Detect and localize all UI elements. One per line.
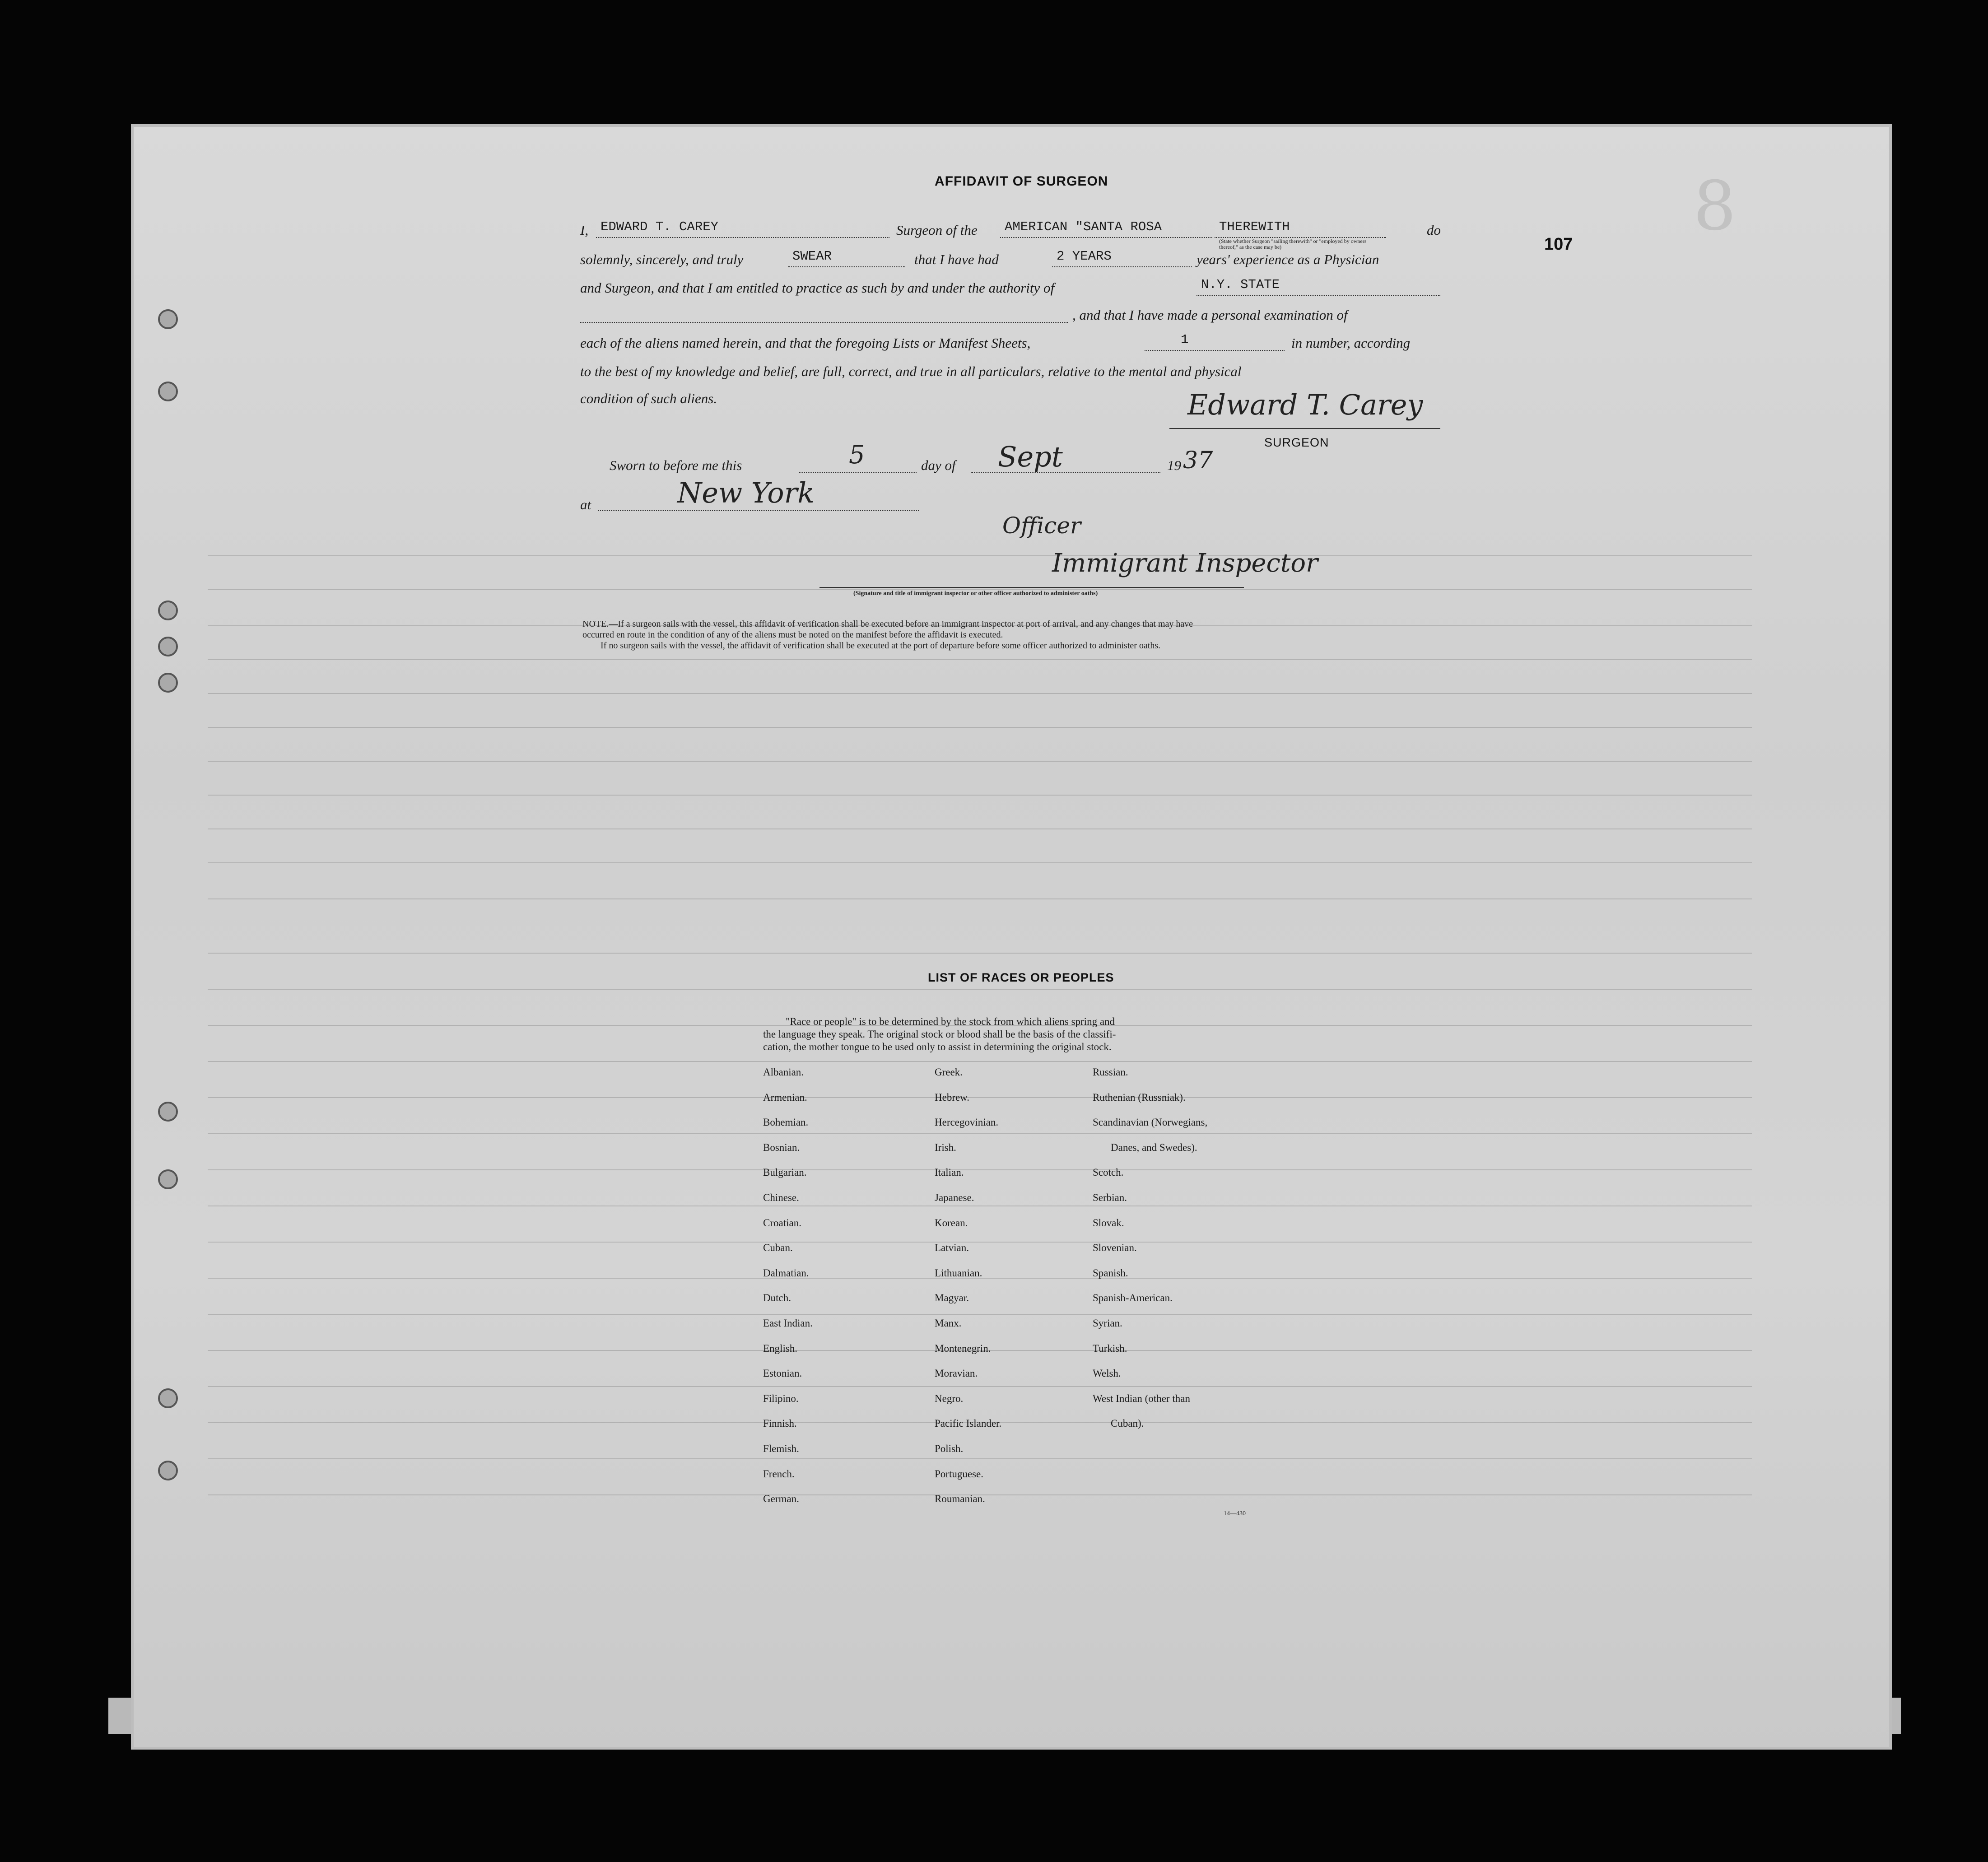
race-entry: Magyar. bbox=[935, 1292, 969, 1304]
rule bbox=[799, 472, 917, 473]
bleed-through-row bbox=[208, 659, 1752, 660]
race-entry: Moravian. bbox=[935, 1368, 978, 1379]
race-entry: English. bbox=[763, 1342, 798, 1354]
race-entry: Cuban. bbox=[763, 1242, 793, 1254]
line2-a: solemnly, sincerely, and truly bbox=[580, 251, 744, 267]
officer-rule bbox=[819, 587, 1244, 588]
rule bbox=[1000, 237, 1212, 238]
race-entry: Greek. bbox=[935, 1066, 963, 1078]
race-entry: Finnish. bbox=[763, 1418, 797, 1429]
bleed-through-row bbox=[208, 862, 1752, 863]
page-number: 107 bbox=[1544, 235, 1573, 254]
place: New York bbox=[677, 476, 815, 509]
punch-hole bbox=[158, 673, 178, 693]
race-entry: Hebrew. bbox=[935, 1091, 970, 1103]
race-entry: Turkish. bbox=[1093, 1342, 1127, 1354]
sworn-year-prefix: 19 bbox=[1167, 457, 1181, 473]
race-entry: Hercegovinian. bbox=[935, 1117, 999, 1128]
race-entry: Spanish-American. bbox=[1093, 1292, 1173, 1304]
authority-field: N.Y. STATE bbox=[1201, 277, 1280, 292]
punch-hole bbox=[158, 1388, 178, 1408]
race-entry: Welsh. bbox=[1093, 1368, 1121, 1379]
surgeon-label: SURGEON bbox=[1264, 436, 1329, 449]
form-number: 14—430 bbox=[1224, 1510, 1246, 1517]
race-entry: Slovak. bbox=[1093, 1217, 1124, 1229]
line4: , and that I have made a personal examination of bbox=[1072, 307, 1348, 323]
bleed-through-row bbox=[208, 1097, 1752, 1098]
officer-signature: Officer bbox=[1002, 512, 1081, 539]
race-entry: Croatian. bbox=[763, 1217, 801, 1229]
line1-prefix: I, bbox=[580, 222, 589, 238]
rule bbox=[596, 237, 889, 238]
race-entry: French. bbox=[763, 1468, 795, 1480]
race-entry: Russian. bbox=[1093, 1066, 1128, 1078]
at-label: at bbox=[580, 497, 591, 512]
vessel-field: AMERICAN "SANTA ROSA bbox=[1005, 219, 1162, 234]
race-entry: Roumanian. bbox=[935, 1493, 985, 1505]
line7: condition of such aliens. bbox=[580, 391, 717, 406]
race-entry: Manx. bbox=[935, 1317, 962, 1329]
employment-note: (State whether Surgeon "sailing therewith" or "employed by owners thereof," as the case may be) bbox=[1219, 238, 1367, 250]
bleed-through-row bbox=[208, 1169, 1752, 1170]
rule bbox=[788, 266, 905, 267]
sworn-b: day of bbox=[921, 457, 956, 473]
rule bbox=[598, 510, 919, 511]
race-entry: Cuban). bbox=[1111, 1418, 1144, 1429]
rule bbox=[580, 322, 1068, 323]
officer-caption: (Signature and title of immigrant inspector or other officer authorized to administer oaths) bbox=[853, 590, 1098, 597]
note-line-2: occurred en route in the condition of any of the aliens must be noted on the manifest before the affidavit is executed. bbox=[582, 630, 1003, 640]
punch-hole bbox=[158, 382, 178, 401]
affidavit-title: AFFIDAVIT OF SURGEON bbox=[935, 174, 1108, 189]
bleed-through-row bbox=[208, 1242, 1752, 1243]
years-field: 2 YEARS bbox=[1057, 249, 1112, 264]
bleed-through-row bbox=[208, 555, 1752, 556]
race-entry: German. bbox=[763, 1493, 799, 1505]
punch-hole bbox=[158, 637, 178, 656]
sworn-month: Sept bbox=[998, 440, 1063, 473]
line1-end: do bbox=[1427, 222, 1441, 238]
note-line-1: NOTE.—If a surgeon sails with the vessel, this affidavit of verification shall be executed before an immigrant inspector at port of arrival, and any changes that may have bbox=[582, 619, 1193, 629]
sworn-a: Sworn to before me this bbox=[610, 457, 742, 473]
race-entry: Pacific Islander. bbox=[935, 1418, 1002, 1429]
bleed-through-row bbox=[208, 1458, 1752, 1459]
race-entry: Scotch. bbox=[1093, 1167, 1124, 1178]
race-entry: East Indian. bbox=[763, 1317, 813, 1329]
race-entry: Polish. bbox=[935, 1443, 964, 1454]
race-entry: Korean. bbox=[935, 1217, 968, 1229]
line2-c: years' experience as a Physician bbox=[1197, 251, 1379, 267]
race-entry: Dalmatian. bbox=[763, 1267, 809, 1279]
races-title: LIST OF RACES OR PEOPLES bbox=[928, 971, 1114, 984]
oath-field: SWEAR bbox=[792, 249, 832, 264]
race-entry: Latvian. bbox=[935, 1242, 969, 1254]
race-entry: Negro. bbox=[935, 1392, 964, 1404]
races-intro-2: the language they speak. The original stock or blood shall be the basis of the classifi- bbox=[763, 1029, 1116, 1040]
line6: to the best of my knowledge and belief, are full, correct, and true in all particulars, relative to the mental and physical bbox=[580, 363, 1242, 379]
sworn-day: 5 bbox=[849, 440, 865, 470]
race-entry: Serbian. bbox=[1093, 1192, 1127, 1203]
race-entry: Irish. bbox=[935, 1141, 956, 1153]
rule bbox=[1145, 350, 1285, 351]
line5-a: each of the aliens named herein, and that the foregoing Lists or Manifest Sheets, bbox=[580, 335, 1031, 351]
officer-title-signature: Immigrant Inspector bbox=[1052, 549, 1318, 578]
line2-b: that I have had bbox=[914, 251, 999, 267]
corner-stamp-number: 8 bbox=[1693, 167, 1737, 246]
race-entry: Armenian. bbox=[763, 1091, 807, 1103]
signature-rule bbox=[1169, 428, 1440, 429]
bleed-through-row bbox=[208, 898, 1752, 899]
races-intro-1: "Race or people" is to be determined by the stock from which aliens spring and bbox=[786, 1016, 1115, 1027]
employment-field: THEREWITH bbox=[1219, 219, 1290, 234]
punch-hole bbox=[158, 1102, 178, 1122]
bleed-through-row bbox=[208, 1061, 1752, 1062]
race-entry: Scandinavian (Norwegians, bbox=[1093, 1117, 1208, 1128]
race-entry: Japanese. bbox=[935, 1192, 974, 1203]
race-entry: Albanian. bbox=[763, 1066, 804, 1078]
race-entry: Bosnian. bbox=[763, 1141, 800, 1153]
race-entry: Dutch. bbox=[763, 1292, 791, 1304]
race-entry: Bulgarian. bbox=[763, 1167, 807, 1178]
punch-hole bbox=[158, 1461, 178, 1480]
bleed-through-row bbox=[208, 727, 1752, 728]
sworn-year: 37 bbox=[1183, 447, 1213, 474]
punch-hole bbox=[158, 1169, 178, 1189]
line1-mid: Surgeon of the bbox=[896, 222, 978, 238]
bleed-through-row bbox=[208, 1133, 1752, 1134]
rule bbox=[1052, 266, 1192, 267]
bleed-through-row bbox=[208, 1314, 1752, 1315]
races-intro-3: cation, the mother tongue to be used only to assist in determining the original stock. bbox=[763, 1041, 1112, 1052]
race-entry: Flemish. bbox=[763, 1443, 799, 1454]
rule bbox=[1197, 295, 1440, 296]
race-entry: Estonian. bbox=[763, 1368, 802, 1379]
bleed-through-row bbox=[208, 693, 1752, 694]
punch-hole bbox=[158, 309, 178, 329]
race-entry: Danes, and Swedes). bbox=[1111, 1141, 1197, 1153]
surgeon-signature: Edward T. Carey bbox=[1187, 388, 1423, 421]
race-entry: Filipino. bbox=[763, 1392, 799, 1404]
race-entry: West Indian (other than bbox=[1093, 1392, 1190, 1404]
race-entry: Portuguese. bbox=[935, 1468, 983, 1480]
race-entry: Spanish. bbox=[1093, 1267, 1128, 1279]
race-entry: Italian. bbox=[935, 1167, 964, 1178]
sheets-field: 1 bbox=[1181, 332, 1189, 347]
race-entry: Chinese. bbox=[763, 1192, 799, 1203]
bleed-through-row bbox=[208, 953, 1752, 954]
note-line-3: If no surgeon sails with the vessel, the affidavit of verification shall be executed at the port of departure before some officer authorized to administer oaths. bbox=[601, 641, 1161, 651]
race-entry: Bohemian. bbox=[763, 1117, 809, 1128]
race-entry: Slovenian. bbox=[1093, 1242, 1137, 1254]
line3-a: and Surgeon, and that I am entitled to practice as such by and under the authority of bbox=[580, 280, 1055, 296]
race-entry: Syrian. bbox=[1093, 1317, 1122, 1329]
race-entry: Ruthenian (Russniak). bbox=[1093, 1091, 1186, 1103]
surgeon-name-field: EDWARD T. CAREY bbox=[601, 219, 719, 234]
line5-b: in number, according bbox=[1291, 335, 1411, 351]
race-entry: Montenegrin. bbox=[935, 1342, 991, 1354]
bleed-through-row bbox=[208, 761, 1752, 762]
punch-hole bbox=[158, 600, 178, 620]
bleed-through-row bbox=[208, 989, 1752, 990]
bleed-through-row bbox=[208, 795, 1752, 796]
bleed-through-row bbox=[208, 1386, 1752, 1387]
race-entry: Lithuanian. bbox=[935, 1267, 982, 1279]
